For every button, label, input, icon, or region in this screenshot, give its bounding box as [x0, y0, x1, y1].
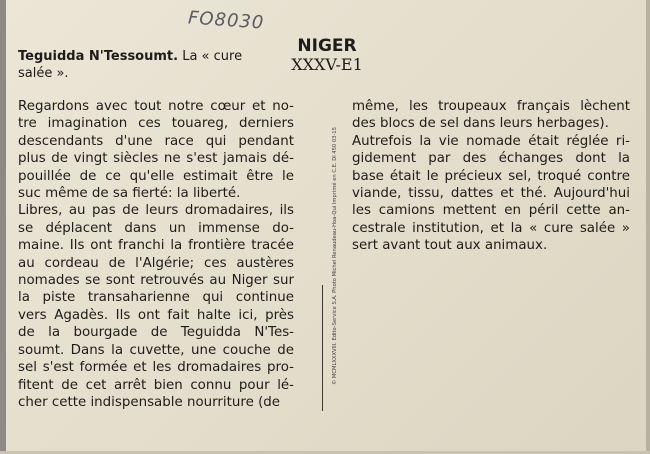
text-line: nomades se sont retrouvés au Niger sur: [18, 273, 294, 289]
title-subject: La « cure salée ».: [18, 49, 243, 81]
text-line: base était le précieux sel, troqué contre: [352, 168, 630, 184]
text-line: Regardons avec tout notre cœur et no-: [18, 99, 294, 114]
text-line: maine. Ils ont franchi la frontière tracée: [18, 238, 294, 254]
text-line: cher cette indispensable nourriture (de: [18, 394, 281, 410]
text-line: plus de vingt siècles ne s'est jamais dé-: [18, 151, 294, 167]
text-line: se déplacent dans un immense do-: [18, 220, 294, 236]
text-line: descendants d'une race qui pendant: [18, 133, 294, 149]
scan-edge-left: [0, 0, 6, 454]
scan-edge-right: [646, 0, 650, 454]
text-line: soumt. Dans la cuvette, une couche de: [18, 342, 294, 358]
title-location: Teguidda N'Tessoumt.: [18, 49, 179, 64]
text-column-left: [18, 98, 294, 411]
text-line: sel s'est formée et les dromadaires pro-: [18, 360, 294, 376]
text-line: pouillée de ce qu'elle estimait être le: [18, 168, 294, 184]
text-line: Autrefois la vie nomade était réglée ri-: [352, 133, 630, 149]
text-line: sert avant tout aux animaux.: [352, 238, 548, 254]
text-line: viande, tissu, dattes et thé. Aujourd'hui: [352, 186, 630, 202]
text-line: fitent de cet arrêt bien connu pour lé-: [18, 377, 294, 393]
text-line: vers Agadès. Ils ont fait halte ici, près: [18, 307, 294, 323]
text-line: des blocs de sel dans leurs herbages).: [352, 116, 609, 132]
address-divider: [322, 285, 323, 411]
text-line: suc même de sa fierté: la liberté.: [18, 186, 241, 202]
text-line: la piste transaharienne qui continue: [18, 290, 294, 306]
credit-text: © MCMLXXXVIII. Edito-Service S.A. Photo Michel Renaudeau-Hoa-Qui Imprimé en C.E. Dl 450 03-15: [332, 127, 338, 385]
postcard-title: [18, 48, 268, 82]
text-line: Libres, au pas de leurs dromadaires, ils: [18, 203, 294, 219]
text-line: les camions mettent en péril cette an-: [352, 203, 630, 219]
text-line: gidement par des échanges dont la: [352, 151, 630, 167]
text-line: de la bourgade de Teguidda N'Tes-: [18, 325, 294, 341]
text-line: même, les troupeaux français lèchent: [352, 99, 630, 114]
text-column-right: [352, 98, 630, 255]
series-code: XXXV-E1: [291, 55, 363, 74]
text-line: tre imagination ces touareg, derniers: [18, 116, 294, 132]
handwritten-reference: FO8030: [187, 7, 265, 34]
publisher-credit: [331, 100, 339, 412]
text-line: au cordeau de l'Algérie; ces austères: [18, 255, 294, 271]
country-heading: NIGER: [297, 36, 357, 56]
text-line: cestrale institution, et la « cure salée »: [352, 220, 630, 236]
